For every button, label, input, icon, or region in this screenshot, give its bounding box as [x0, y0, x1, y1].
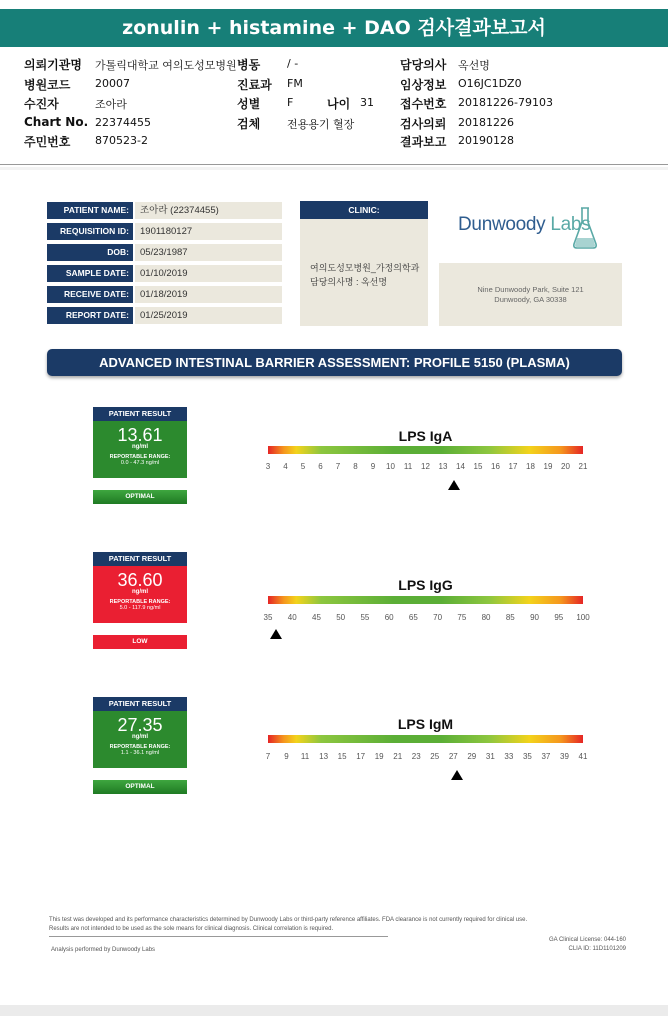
- patient-label: 수진자: [24, 97, 59, 111]
- department-value: FM: [287, 77, 303, 90]
- iga-gauge-title: LPS IgA: [398, 428, 453, 444]
- gauge-tick-label: 21: [393, 752, 403, 761]
- clinic-physician: 담당의사명 : 옥선명: [310, 277, 388, 287]
- igg-result-marker: [270, 629, 282, 639]
- gauge-tick-label: 12: [421, 462, 430, 471]
- clinic-header: CLINIC:: [300, 201, 428, 219]
- physician-value: 옥선명: [458, 59, 490, 72]
- clinical-info-label: 임상정보: [400, 78, 447, 92]
- flask-icon: [572, 206, 598, 250]
- report-title-banner: zonulin + histamine + DAO 검사결과보고서: [0, 9, 668, 47]
- result-report-value: 20190128: [458, 134, 514, 147]
- header-divider: [0, 164, 668, 165]
- gauge-tick-label: 90: [530, 613, 539, 622]
- clinic-box: [300, 219, 428, 326]
- footer-divider: [49, 936, 388, 937]
- sex-label: 성별: [237, 97, 261, 111]
- lab-address-line2: Dunwoody, GA 30338: [494, 295, 567, 304]
- sex-value: F: [287, 96, 294, 109]
- patient-value: 조아라: [95, 98, 127, 111]
- gauge-tick-label: 18: [526, 462, 535, 471]
- specimen-value: 전용용기 혈장: [287, 118, 355, 131]
- chart-no-value: 22374455: [95, 116, 151, 129]
- ward-value: / -: [287, 57, 299, 70]
- gauge-tick-label: 37: [541, 752, 551, 761]
- hospital-code-value: 20007: [95, 77, 130, 90]
- igg-status-badge: LOW: [93, 635, 187, 649]
- gauge-tick-label: 100: [576, 613, 590, 622]
- dob-label: DOB:: [47, 244, 133, 261]
- gauge-tick-label: 19: [543, 462, 553, 471]
- hospital-code-label: 병원코드: [24, 78, 71, 92]
- requisition-id-value: 1901180127: [135, 223, 282, 240]
- gauge-tick-label: 7: [265, 752, 271, 761]
- report-date-value: 01/25/2019: [135, 307, 282, 324]
- gauge-tick-label: 15: [473, 462, 483, 471]
- dunwoody-labs-logo: [458, 214, 590, 236]
- igg-result-value: 36.60: [117, 570, 163, 590]
- gauge-tick-label: 60: [384, 613, 394, 622]
- igm-range-value: 1.1 - 36.1 ng/ml: [120, 750, 160, 756]
- footer-disclaimer-1: This test was developed and its performance characteristics determined by Dunwoody Labs or third-party reference affiliates. FDA clearance is not currently required for clinical use.: [49, 917, 528, 923]
- gauge-tick-label: 9: [370, 462, 376, 471]
- gauge-tick-label: 7: [335, 462, 341, 471]
- logo-accent-text: Labs: [550, 214, 591, 235]
- lab-address-line1: Nine Dunwoody Park, Suite 121: [477, 285, 584, 294]
- gauge-tick-label: 33: [504, 752, 514, 761]
- gauge-tick-label: 23: [411, 752, 421, 761]
- gauge-tick-label: 10: [386, 462, 395, 471]
- iga-result-box: [93, 421, 187, 478]
- igm-status-badge: OPTIMAL: [93, 780, 187, 794]
- header-shadow: [0, 167, 668, 170]
- patient-name-label: PATIENT NAME:: [47, 202, 133, 219]
- iga-result-marker: [448, 480, 460, 490]
- igm-result-box: [93, 711, 187, 768]
- gauge-tick-label: 9: [284, 752, 289, 761]
- igm-result-unit: ng/ml: [132, 734, 148, 740]
- gauge-tick-label: 21: [578, 462, 588, 471]
- ward-label: 병동: [237, 58, 261, 72]
- age-label: 나이: [327, 97, 351, 111]
- igm-result-value: 27.35: [117, 715, 163, 735]
- gauge-tick-label: 5: [300, 462, 306, 471]
- result-report-label: 결과보고: [400, 135, 447, 149]
- gauge-tick-label: 65: [408, 613, 418, 622]
- gauge-tick-label: 11: [403, 462, 413, 471]
- igm-gauge-bar: [268, 735, 583, 743]
- iga-status-badge: OPTIMAL: [93, 490, 187, 504]
- gauge-tick-label: 40: [287, 613, 297, 622]
- age-value: 31: [360, 96, 374, 109]
- requisition-id-label: REQUISITION ID:: [47, 223, 133, 240]
- gauge-tick-label: 16: [491, 462, 500, 471]
- ordering-institution-label: 의뢰기관명: [24, 58, 82, 72]
- gauge-tick-label: 50: [336, 613, 346, 622]
- gauge-tick-label: 14: [456, 462, 465, 471]
- gauge-tick-label: 17: [508, 462, 518, 471]
- footer-clia-id: CLIA ID: 11D1101209: [568, 946, 626, 952]
- iga-result-header: PATIENT RESULT: [93, 407, 187, 421]
- igg-gauge-bar: [268, 596, 583, 604]
- gauge-tick-label: 41: [578, 752, 588, 761]
- gauge-tick-label: 95: [554, 613, 564, 622]
- reception-no-value: 20181226-79103: [458, 96, 553, 109]
- gauge-tick-label: 6: [318, 462, 323, 471]
- gauge-tick-label: 31: [485, 752, 495, 761]
- iga-range-value: 0.0 - 47.3 ng/ml: [120, 460, 160, 466]
- footer-disclaimer-2: Results are not intended to be used as the sole means for clinical diagnosis. Clinical correlation is required.: [49, 926, 334, 932]
- resident-no-value: 870523-2: [95, 134, 148, 147]
- clinic-name: 여의도성모병원_가정의학과: [310, 263, 420, 273]
- iga-gauge-bar: [268, 446, 583, 454]
- chart-no-label: Chart No.: [24, 115, 89, 129]
- gauge-tick-label: 3: [265, 462, 271, 471]
- igg-range-value: 5.0 - 117.9 ng/ml: [119, 605, 161, 611]
- gauge-tick-label: 8: [353, 462, 358, 471]
- igm-gauge-title: LPS IgM: [397, 716, 454, 732]
- dob-value: 05/23/1987: [135, 244, 282, 261]
- receive-date-value: 01/18/2019: [135, 286, 282, 303]
- gauge-tick-label: 11: [300, 752, 310, 761]
- gauge-tick-label: 20: [561, 462, 570, 471]
- gauge-tick-label: 25: [430, 752, 440, 761]
- gauge-tick-label: 70: [433, 613, 443, 622]
- reception-no-label: 접수번호: [400, 97, 447, 111]
- gauge-tick-label: 13: [319, 752, 329, 761]
- report-date-label: REPORT DATE:: [47, 307, 133, 324]
- gauge-tick-label: 39: [560, 752, 569, 761]
- gauge-tick-label: 4: [283, 462, 288, 471]
- gauge-tick-label: 55: [360, 613, 370, 622]
- resident-no-label: 주민번호: [24, 135, 71, 149]
- physician-label: 담당의사: [400, 58, 447, 72]
- igg-result-unit: ng/ml: [132, 589, 148, 595]
- gauge-tick-label: 45: [312, 613, 321, 622]
- gauge-tick-label: 35: [263, 613, 273, 622]
- igm-range-label: REPORTABLE RANGE:: [109, 744, 171, 750]
- igm-result-header: PATIENT RESULT: [93, 697, 187, 711]
- patient-name-value: 조아라 (22374455): [135, 202, 282, 219]
- clinical-info-value: O16JC1DZ0: [458, 77, 522, 90]
- specimen-label: 검체: [237, 117, 261, 131]
- iga-result-unit: ng/ml: [132, 444, 148, 450]
- igm-result-marker: [451, 770, 463, 780]
- iga-result-value: 13.61: [117, 425, 163, 445]
- sample-date-value: 01/10/2019: [135, 265, 282, 282]
- gauge-tick-label: 80: [481, 613, 491, 622]
- footer-ga-license: GA Clinical License: 044-160: [548, 937, 626, 943]
- logo-main-text: Dunwoody: [458, 214, 546, 235]
- assessment-title-bar: ADVANCED INTESTINAL BARRIER ASSESSMENT: PROFILE 5150 (PLASMA): [47, 349, 622, 376]
- gauge-tick-label: 35: [522, 752, 532, 761]
- footer-performed-by: Analysis performed by Dunwoody Labs: [51, 947, 156, 953]
- receive-date-label: RECEIVE DATE:: [47, 286, 133, 303]
- gauge-tick-label: 13: [438, 462, 448, 471]
- gauge-tick-label: 17: [356, 752, 366, 761]
- gauge-tick-label: 15: [337, 752, 347, 761]
- department-label: 진료과: [237, 78, 272, 92]
- igg-result-box: [93, 566, 187, 623]
- gauge-tick-label: 75: [457, 613, 467, 622]
- igg-range-label: REPORTABLE RANGE:: [109, 599, 171, 605]
- igg-gauge-title: LPS IgG: [398, 577, 453, 593]
- gauge-tick-label: 29: [467, 752, 477, 761]
- lab-address: [439, 263, 622, 326]
- test-request-label: 검사의뢰: [400, 117, 447, 131]
- igg-result-header: PATIENT RESULT: [93, 552, 187, 566]
- gauge-tick-label: 19: [374, 752, 384, 761]
- test-request-value: 20181226: [458, 116, 514, 129]
- sample-date-label: SAMPLE DATE:: [47, 265, 133, 282]
- iga-range-label: REPORTABLE RANGE:: [109, 454, 171, 460]
- ordering-institution-value: 가톨릭대학교 여의도성모병원: [95, 59, 237, 72]
- gauge-tick-label: 85: [505, 613, 515, 622]
- gauge-tick-label: 27: [448, 752, 458, 761]
